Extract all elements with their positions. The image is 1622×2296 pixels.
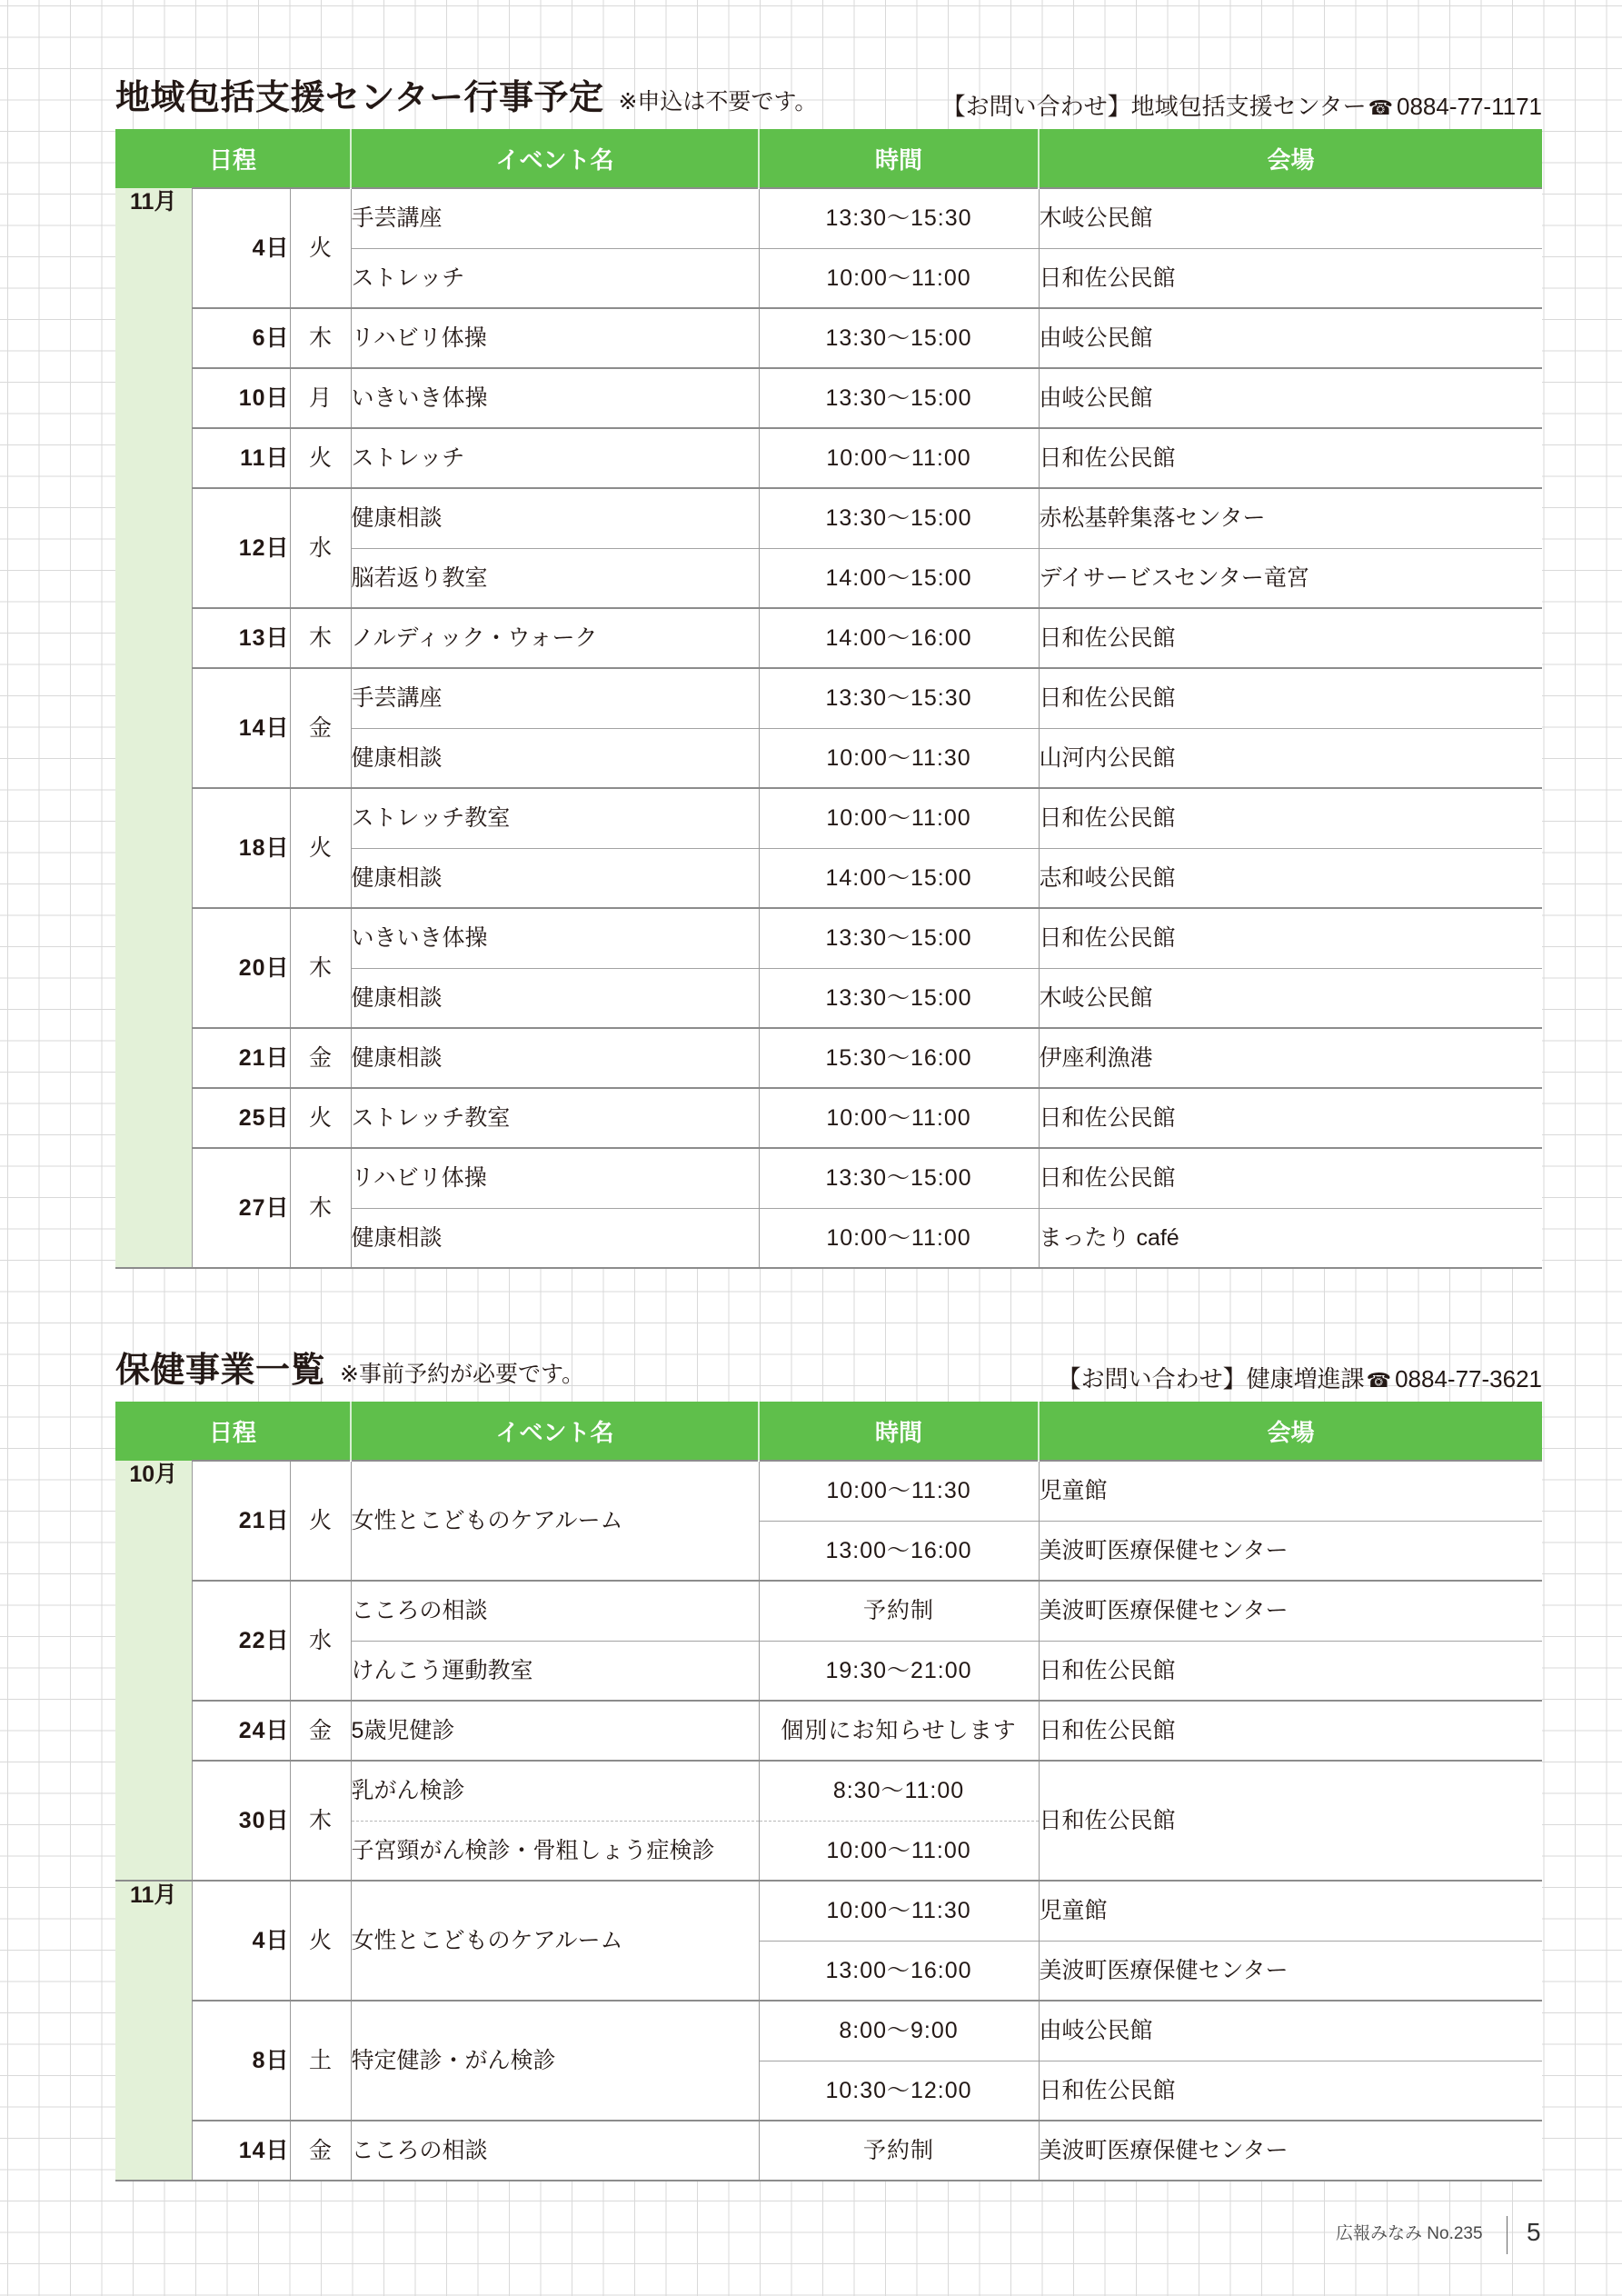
page-number: 5 [1527,2218,1541,2246]
weekday-cell: 木 [290,1148,351,1268]
venue-cell: 由岐公民館 [1039,308,1542,368]
time-cell: 13:30～15:30 [759,188,1039,248]
table-row [115,188,1542,248]
header-schedule: 日程 [115,129,351,188]
venue-cell: 木岐公民館 [1039,968,1542,1028]
table-row [115,2001,1542,2061]
event-name-cell: けんこう運動教室 [351,1641,759,1701]
venue-cell: 児童館 [1039,1461,1542,1521]
event-name-cell: こころの相談 [351,1581,759,1641]
event-name-cell: 健康相談 [351,728,759,788]
event-name-cell: いきいき体操 [351,908,759,968]
event-name-cell: 女性とこどものケアルーム [351,1881,759,2001]
date-cell: 4日 [192,188,290,308]
venue-cell: 日和佐公民館 [1039,788,1542,848]
event-name-cell: 健康相談 [351,488,759,548]
weekday-cell: 金 [290,1701,351,1761]
time-cell: 10:30～12:00 [759,2061,1039,2121]
table-row [115,1088,1542,1148]
table-row [115,1881,1542,1941]
time-cell: 14:00～15:00 [759,548,1039,608]
event-name-cell: 健康相談 [351,848,759,908]
table-row [115,1701,1542,1761]
community-support-schedule-section [115,76,1542,1269]
weekday-cell: 火 [290,1461,351,1581]
event-name-cell: ノルディック・ウォーク [351,608,759,668]
venue-cell: 日和佐公民館 [1039,428,1542,488]
venue-cell: 日和佐公民館 [1039,1641,1542,1701]
table-row [115,908,1542,968]
section-note: ※事前予約が必要です。 [340,1362,584,1387]
venue-cell: 志和岐公民館 [1039,848,1542,908]
time-cell: 15:30～16:00 [759,1028,1039,1088]
time-cell: 10:00～11:00 [759,788,1039,848]
event-name-cell: リハビリ体操 [351,1148,759,1208]
table-row [115,368,1542,428]
table-row [115,1461,1542,1521]
header-time: 時間 [759,1402,1039,1461]
table-row [115,1761,1542,1821]
venue-cell: 児童館 [1039,1881,1542,1941]
weekday-cell: 月 [290,368,351,428]
section-heading [115,1349,1542,1396]
venue-cell: 日和佐公民館 [1039,2061,1542,2121]
venue-cell: 日和佐公民館 [1039,248,1542,308]
venue-cell: まったり café [1039,1208,1542,1268]
contact-org: 地域包括支援センター [1130,93,1367,120]
table-row [115,308,1542,368]
table-row [115,428,1542,488]
contact-info [1058,1367,1542,1393]
event-name-cell: ストレッチ [351,428,759,488]
time-cell: 10:00～11:00 [759,1208,1039,1268]
event-name-cell: 健康相談 [351,1028,759,1088]
table-row [115,668,1542,728]
publication-name: 広報みなみ No.235 [1336,2224,1483,2243]
venue-cell: 伊座利漁港 [1039,1028,1542,1088]
time-cell: 個別にお知らせします [759,1701,1039,1761]
venue-cell: 美波町医療保健センター [1039,1521,1542,1581]
time-cell: 13:30～15:30 [759,668,1039,728]
event-name-cell: 5歳児健診 [351,1701,759,1761]
event-name-cell: ストレッチ [351,248,759,308]
table-row [115,788,1542,848]
time-cell: 13:30～15:00 [759,1148,1039,1208]
time-cell: 13:00～16:00 [759,1941,1039,2001]
venue-cell: デイサービスセンター竜宮 [1039,548,1542,608]
event-name-cell: いきいき体操 [351,368,759,428]
event-name-cell: ストレッチ教室 [351,788,759,848]
venue-cell: 日和佐公民館 [1039,908,1542,968]
table-row [115,1028,1542,1088]
schedule-table [115,129,1542,1269]
weekday-cell: 木 [290,908,351,1028]
event-name-cell: 手芸講座 [351,668,759,728]
table-row [115,2121,1542,2181]
phone-icon: ☎ [1366,1369,1392,1392]
section-title: 保健事業一覧 [115,1352,326,1390]
weekday-cell: 金 [290,668,351,788]
date-cell: 14日 [192,2121,290,2181]
event-name-cell: 脳若返り教室 [351,548,759,608]
weekday-cell: 水 [290,488,351,608]
venue-cell: 美波町医療保健センター [1039,1581,1542,1641]
venue-cell: 由岐公民館 [1039,368,1542,428]
event-name-cell: 手芸講座 [351,188,759,248]
event-name-cell: リハビリ体操 [351,308,759,368]
header-time: 時間 [759,129,1039,188]
weekday-cell: 木 [290,1761,351,1881]
time-cell: 10:00～11:00 [759,1088,1039,1148]
header-venue: 会場 [1039,129,1542,188]
event-name-cell: 女性とこどものケアルーム [351,1461,759,1581]
table-row [115,1148,1542,1208]
date-cell: 6日 [192,308,290,368]
date-cell: 21日 [192,1461,290,1581]
time-cell: 13:30～15:00 [759,968,1039,1028]
section-note: ※申込は不要です。 [618,89,818,115]
weekday-cell: 金 [290,2121,351,2181]
venue-cell: 日和佐公民館 [1039,608,1542,668]
date-cell: 24日 [192,1701,290,1761]
time-cell: 13:30～15:00 [759,908,1039,968]
header-event: イベント名 [351,1402,759,1461]
weekday-cell: 火 [290,428,351,488]
table-header-row [115,129,1542,188]
date-cell: 25日 [192,1088,290,1148]
date-cell: 11日 [192,428,290,488]
schedule-table [115,1402,1542,2181]
time-cell: 13:00～16:00 [759,1521,1039,1581]
date-cell: 30日 [192,1761,290,1881]
weekday-cell: 水 [290,1581,351,1701]
weekday-cell: 木 [290,308,351,368]
weekday-cell: 火 [290,188,351,308]
contact-info [942,95,1542,120]
contact-org: 健康増進課 [1246,1365,1365,1393]
weekday-cell: 火 [290,1881,351,2001]
weekday-cell: 火 [290,1088,351,1148]
time-cell: 14:00～15:00 [759,848,1039,908]
time-cell: 10:00～11:30 [759,728,1039,788]
header-venue: 会場 [1039,1402,1542,1461]
time-cell: 10:00～11:00 [759,428,1039,488]
date-cell: 12日 [192,488,290,608]
date-cell: 14日 [192,668,290,788]
event-name-cell: 健康相談 [351,1208,759,1268]
venue-cell: 美波町医療保健センター [1039,2121,1542,2181]
time-cell: 10:00～11:30 [759,1461,1039,1521]
venue-cell: 赤松基幹集落センター [1039,488,1542,548]
weekday-cell: 土 [290,2001,351,2121]
month-cell: 11月 [115,188,192,1268]
date-cell: 13日 [192,608,290,668]
time-cell: 10:00～11:30 [759,1881,1039,1941]
time-cell: 13:30～15:00 [759,308,1039,368]
table-row [115,488,1542,548]
table-header-row [115,1402,1542,1461]
venue-cell: 日和佐公民館 [1039,1148,1542,1208]
contact-phone: 0884-77-1171 [1397,93,1542,120]
section-heading [115,76,1542,124]
footer-divider [1507,2216,1508,2254]
venue-cell: 美波町医療保健センター [1039,1941,1542,2001]
event-name-cell: こころの相談 [351,2121,759,2181]
contact-label: 【お問い合わせ】 [941,93,1131,120]
time-cell: 8:00～9:00 [759,2001,1039,2061]
table-row [115,1581,1542,1641]
date-cell: 10日 [192,368,290,428]
venue-cell: 山河内公民館 [1039,728,1542,788]
event-name-cell: 子宮頸がん検診・骨粗しょう症検診 [351,1821,759,1881]
header-event: イベント名 [351,129,759,188]
month-cell: 11月 [115,1881,192,2181]
time-cell: 14:00～16:00 [759,608,1039,668]
date-cell: 4日 [192,1881,290,2001]
section-title: 地域包括支援センター行事予定 [115,79,604,117]
contact-phone: 0884-77-3621 [1395,1365,1542,1393]
weekday-cell: 木 [290,608,351,668]
time-cell: 8:30～11:00 [759,1761,1039,1821]
date-cell: 21日 [192,1028,290,1088]
time-cell: 13:30～15:00 [759,488,1039,548]
event-name-cell: 乳がん検診 [351,1761,759,1821]
event-name-cell: 特定健診・がん検診 [351,2001,759,2121]
date-cell: 18日 [192,788,290,908]
venue-cell: 木岐公民館 [1039,188,1542,248]
time-cell: 13:30～15:00 [759,368,1039,428]
header-schedule: 日程 [115,1402,351,1461]
venue-cell: 日和佐公民館 [1039,1761,1542,1881]
time-cell: 10:00～11:00 [759,1821,1039,1881]
venue-cell: 日和佐公民館 [1039,668,1542,728]
date-cell: 20日 [192,908,290,1028]
health-program-section [115,1349,1542,2181]
event-name-cell: ストレッチ教室 [351,1088,759,1148]
table-row [115,608,1542,668]
venue-cell: 由岐公民館 [1039,2001,1542,2061]
contact-label: 【お問い合わせ】 [1057,1365,1247,1393]
table-body [115,188,1542,1268]
weekday-cell: 火 [290,788,351,908]
date-cell: 22日 [192,1581,290,1701]
time-cell: 予約制 [759,2121,1039,2181]
weekday-cell: 金 [290,1028,351,1088]
time-cell: 予約制 [759,1581,1039,1641]
time-cell: 19:30～21:00 [759,1641,1039,1701]
date-cell: 8日 [192,2001,290,2121]
event-name-cell: 健康相談 [351,968,759,1028]
venue-cell: 日和佐公民館 [1039,1701,1542,1761]
date-cell: 27日 [192,1148,290,1268]
time-cell: 10:00～11:00 [759,248,1039,308]
table-body [115,1461,1542,2181]
phone-icon: ☎ [1368,96,1393,119]
month-cell: 10月 [115,1461,192,1881]
venue-cell: 日和佐公民館 [1039,1088,1542,1148]
